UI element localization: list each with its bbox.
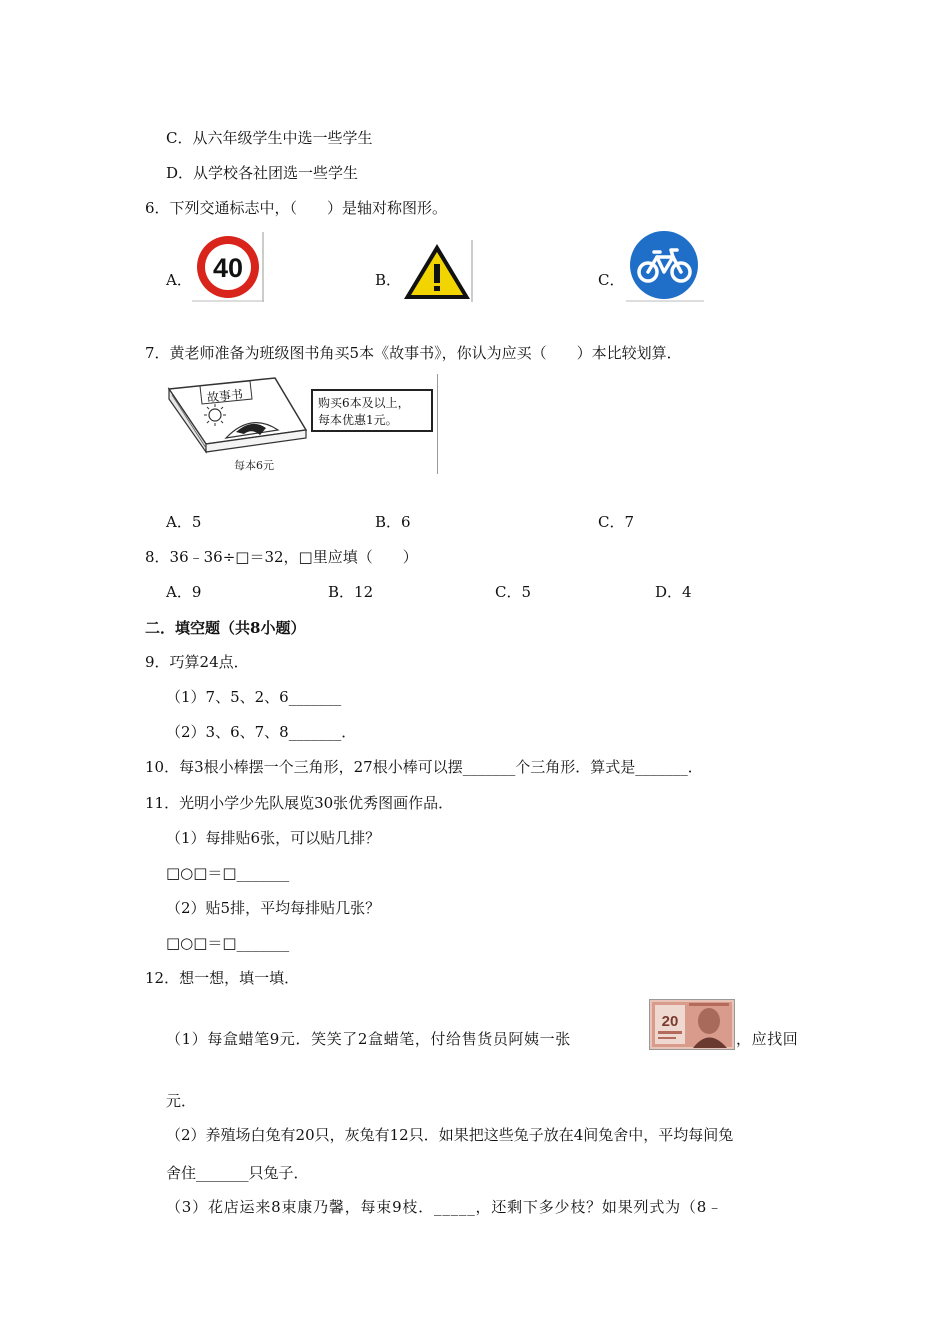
q9-part-1: （1）7、5、2、6_______ (166, 688, 342, 706)
q12-part-1-text-end: ，应找回 (736, 1030, 799, 1048)
q11-part-1: （1）每排贴6张，可以贴几排？ (166, 829, 381, 847)
q8-option-a: A．9 (166, 583, 202, 601)
q12-stem: 12．想一想，填一填． (145, 969, 300, 987)
q6-option-b-label: B． (375, 271, 402, 289)
banknote-20-yuan-image (649, 999, 735, 1050)
storybook-price: 每本6元 (234, 459, 274, 472)
q11-stem: 11．光明小学少先队展览30张优秀图画作品． (145, 794, 454, 812)
q7-option-b: B．6 (375, 513, 411, 531)
q11-part-2: （2）贴5排，平均每排贴几张？ (166, 899, 381, 917)
q5-option-c: C．从六年级学生中选一些学生 (166, 129, 373, 147)
discount-note (311, 389, 433, 432)
section-2-title: 二．填空题（共8小题） (145, 619, 306, 637)
q8-option-c: C．5 (495, 583, 532, 601)
figure-divider (437, 374, 438, 474)
bicycle-sign-icon (626, 230, 704, 302)
q9-stem: 9．巧算24点． (145, 653, 249, 671)
q11-part-2-formula: □○□＝□_______ (166, 934, 290, 952)
storybook-title: 故事书 (206, 387, 244, 405)
q9-part-2: （2）3、6、7、8_______． (166, 723, 357, 741)
q12-part-1-text: （1）每盒蜡笔9元．笑笑了2盒蜡笔，付给售货员阿姨一张 (166, 1030, 571, 1048)
warning-sign-icon (401, 240, 473, 302)
q12-part-2-line-1: （2）养殖场白兔有20只，灰兔有12只．如果把这些兔子放在4间兔舍中，平均每间兔 (166, 1126, 734, 1144)
q12-part-1-continuation: 元． (166, 1092, 197, 1110)
discount-note-line-2: 每本优惠1元。 (318, 413, 398, 427)
banknote-value: 20 (661, 1013, 679, 1030)
q8-option-b: B．12 (328, 583, 374, 601)
q7-stem: 7．黄老师准备为班级图书角买5本《故事书》，你认为应买（ ）本比较划算． (145, 344, 682, 362)
discount-note-line-1: 购买6本及以上， (318, 396, 410, 410)
q12-part-3-line-1: （3）花店运来8束康乃馨，每束9枝．_____，还剩下多少枝？如果列式为（8﹣ (166, 1198, 723, 1216)
q8-option-d: D．4 (655, 583, 692, 601)
speed-limit-sign-icon (192, 232, 264, 302)
q8-stem: 8．36﹣36÷□＝32，□里应填（ ） (145, 548, 418, 566)
q5-option-d: D．从学校各社团选一些学生 (166, 164, 359, 182)
speed-limit-value: 40 (212, 253, 244, 283)
q10-stem: 10．每3根小棒摆一个三角形，27根小棒可以摆_______个三角形．算式是_______． (145, 758, 703, 776)
q12-part-2-line-2: 舍住_______只兔子． (166, 1164, 309, 1182)
q6-stem: 6．下列交通标志中，（ ）是轴对称图形。 (145, 199, 448, 217)
q7-option-c: C．7 (598, 513, 635, 531)
q6-option-c-label: C． (598, 271, 625, 289)
q11-part-1-formula: □○□＝□_______ (166, 864, 290, 882)
storybook-figure (166, 372, 311, 477)
q7-option-a: A．5 (166, 513, 202, 531)
q6-option-a-label: A． (166, 271, 192, 289)
